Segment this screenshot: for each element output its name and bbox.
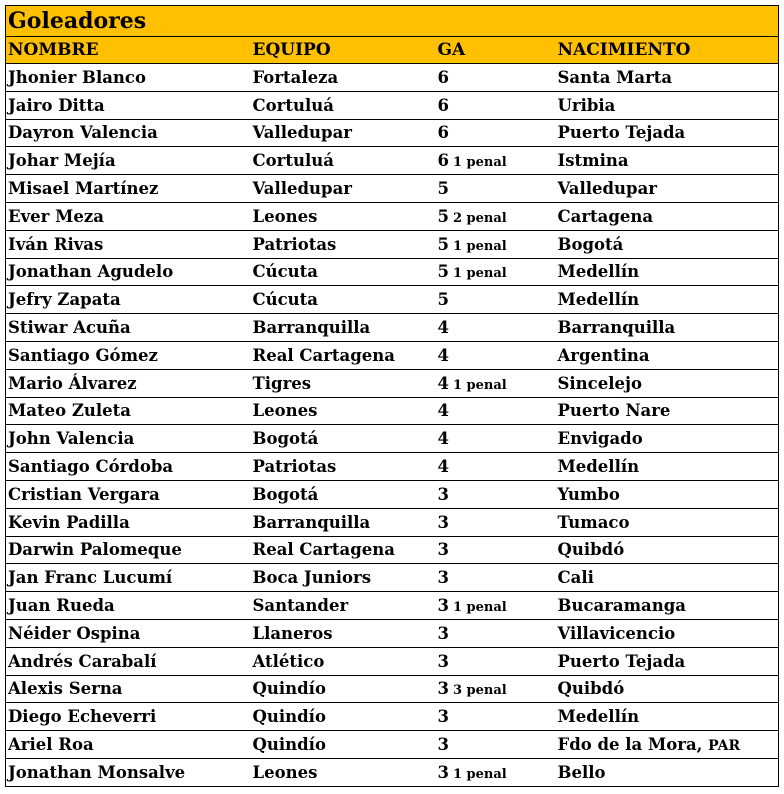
- table-row: [6, 147, 779, 175]
- player-name-cell: Jairo Ditta: [6, 91, 251, 119]
- team-cell: Real Cartagena: [251, 341, 436, 369]
- team-cell: Valledupar: [251, 175, 436, 203]
- table-row: [6, 175, 779, 203]
- title-row: [6, 6, 779, 37]
- goals-cell: [436, 480, 556, 508]
- penalty-note: 1 penal: [452, 155, 507, 171]
- goals-value: 5: [437, 179, 449, 199]
- birthplace-value: Uribia: [557, 95, 616, 115]
- goals-value: 5: [437, 290, 449, 310]
- scorers-table: [5, 5, 779, 787]
- goals-value: 3: [437, 512, 449, 532]
- goals-cell: [436, 314, 556, 342]
- goals-cell: [436, 230, 556, 258]
- table-row: [6, 731, 779, 759]
- goals-cell: [436, 64, 556, 92]
- table-row: [6, 64, 779, 92]
- team-cell: Fortaleza: [251, 64, 436, 92]
- birthplace-value: Bello: [557, 762, 606, 782]
- goals-cell: [436, 202, 556, 230]
- table-row: [6, 592, 779, 620]
- table-row: [6, 258, 779, 286]
- goals-value: 3: [437, 484, 449, 504]
- goals-cell: [436, 369, 556, 397]
- team-cell: Tigres: [251, 369, 436, 397]
- birthplace-cell: [556, 508, 779, 536]
- birthplace-value: Puerto Nare: [557, 401, 671, 421]
- player-name-cell: Jhonier Blanco: [6, 64, 251, 92]
- player-name-cell: Misael Martínez: [6, 175, 251, 203]
- team-cell: Bogotá: [251, 480, 436, 508]
- birthplace-value: Bucaramanga: [557, 596, 686, 616]
- birthplace-cell: [556, 758, 779, 786]
- table-row: [6, 230, 779, 258]
- birthplace-value: Argentina: [557, 345, 650, 365]
- player-name-cell: Iván Rivas: [6, 230, 251, 258]
- birthplace-value: Medellín: [557, 707, 640, 727]
- birthplace-country: PAR: [708, 738, 741, 755]
- team-cell: Santander: [251, 592, 436, 620]
- goals-cell: [436, 91, 556, 119]
- birthplace-value: Cartagena: [557, 206, 654, 226]
- penalty-note: 2 penal: [452, 210, 507, 226]
- birthplace-value: Medellín: [557, 290, 640, 310]
- team-cell: Cúcuta: [251, 258, 436, 286]
- player-name-cell: Ever Meza: [6, 202, 251, 230]
- goals-value: 6: [437, 67, 449, 87]
- header-row: [6, 37, 779, 64]
- goals-cell: [436, 286, 556, 314]
- team-cell: Cortuluá: [251, 91, 436, 119]
- birthplace-cell: [556, 286, 779, 314]
- table-row: [6, 508, 779, 536]
- player-name-cell: Kevin Padilla: [6, 508, 251, 536]
- table-row: [6, 425, 779, 453]
- birthplace-cell: [556, 619, 779, 647]
- birthplace-value: Bogotá: [557, 234, 624, 254]
- goals-value: 3: [437, 540, 449, 560]
- birthplace-value: Villavicencio: [557, 623, 676, 643]
- birthplace-cell: [556, 175, 779, 203]
- goals-cell: [436, 453, 556, 481]
- goals-cell: [436, 675, 556, 703]
- player-name-cell: Jefry Zapata: [6, 286, 251, 314]
- goals-value: 6: [437, 151, 449, 171]
- goals-cell: [436, 703, 556, 731]
- goals-value: 3: [437, 623, 449, 643]
- team-cell: Patriotas: [251, 453, 436, 481]
- table-row: [6, 119, 779, 147]
- birthplace-cell: [556, 480, 779, 508]
- team-cell: Quindío: [251, 731, 436, 759]
- table-row: [6, 202, 779, 230]
- player-name-cell: John Valencia: [6, 425, 251, 453]
- penalty-note: 1 penal: [452, 766, 507, 782]
- column-header-team: EQUIPO: [251, 37, 436, 64]
- penalty-note: 1 penal: [452, 600, 507, 616]
- goals-value: 3: [437, 762, 449, 782]
- goals-cell: [436, 508, 556, 536]
- birthplace-cell: [556, 564, 779, 592]
- birthplace-cell: [556, 703, 779, 731]
- birthplace-cell: [556, 592, 779, 620]
- team-cell: Atlético: [251, 647, 436, 675]
- player-name-cell: Darwin Palomeque: [6, 536, 251, 564]
- goals-value: 3: [437, 568, 449, 588]
- birthplace-value: Tumaco: [557, 512, 630, 532]
- team-cell: Bogotá: [251, 425, 436, 453]
- column-header-birthplace: NACIMIENTO: [556, 37, 779, 64]
- birthplace-value: Istmina: [557, 151, 629, 171]
- goals-value: 4: [437, 345, 449, 365]
- team-cell: Leones: [251, 758, 436, 786]
- column-header-name: NOMBRE: [6, 37, 251, 64]
- team-cell: Llaneros: [251, 619, 436, 647]
- goals-value: 4: [437, 318, 449, 338]
- team-cell: Quindío: [251, 675, 436, 703]
- player-name-cell: Néider Ospina: [6, 619, 251, 647]
- birthplace-cell: [556, 314, 779, 342]
- player-name-cell: Jan Franc Lucumí: [6, 564, 251, 592]
- goals-cell: [436, 425, 556, 453]
- goals-value: 4: [437, 373, 449, 393]
- table-row: [6, 675, 779, 703]
- birthplace-cell: [556, 258, 779, 286]
- birthplace-cell: [556, 147, 779, 175]
- player-name-cell: Mario Álvarez: [6, 369, 251, 397]
- player-name-cell: Cristian Vergara: [6, 480, 251, 508]
- goals-value: 3: [437, 596, 449, 616]
- goals-cell: [436, 119, 556, 147]
- birthplace-cell: [556, 731, 779, 759]
- birthplace-cell: [556, 369, 779, 397]
- table-row: [6, 341, 779, 369]
- table-row: [6, 480, 779, 508]
- team-cell: Valledupar: [251, 119, 436, 147]
- table-row: [6, 619, 779, 647]
- table-row: [6, 536, 779, 564]
- birthplace-value: Valledupar: [557, 179, 657, 199]
- birthplace-value: Fdo de la Mora,: [557, 735, 703, 755]
- birthplace-cell: [556, 425, 779, 453]
- goals-value: 3: [437, 679, 449, 699]
- table-row: [6, 286, 779, 314]
- penalty-note: 1 penal: [452, 266, 507, 282]
- column-header-goals: GA: [436, 37, 556, 64]
- team-cell: Barranquilla: [251, 314, 436, 342]
- team-cell: Quindío: [251, 703, 436, 731]
- table-row: [6, 647, 779, 675]
- birthplace-cell: [556, 119, 779, 147]
- birthplace-value: Puerto Tejada: [557, 651, 686, 671]
- player-name-cell: Stiwar Acuña: [6, 314, 251, 342]
- goals-value: 3: [437, 707, 449, 727]
- player-name-cell: Alexis Serna: [6, 675, 251, 703]
- goals-value: 5: [437, 206, 449, 226]
- goals-cell: [436, 175, 556, 203]
- player-name-cell: Andrés Carabalí: [6, 647, 251, 675]
- team-cell: Real Cartagena: [251, 536, 436, 564]
- table-row: [6, 91, 779, 119]
- birthplace-cell: [556, 202, 779, 230]
- birthplace-value: Medellín: [557, 262, 640, 282]
- goals-cell: [436, 397, 556, 425]
- birthplace-cell: [556, 230, 779, 258]
- birthplace-value: Medellín: [557, 457, 640, 477]
- birthplace-cell: [556, 341, 779, 369]
- table-row: [6, 314, 779, 342]
- player-name-cell: Johar Mejía: [6, 147, 251, 175]
- team-cell: Barranquilla: [251, 508, 436, 536]
- player-name-cell: Santiago Gómez: [6, 341, 251, 369]
- birthplace-cell: [556, 397, 779, 425]
- table-row: [6, 453, 779, 481]
- table-row: [6, 758, 779, 786]
- penalty-note: 1 penal: [452, 238, 507, 254]
- player-name-cell: Jonathan Agudelo: [6, 258, 251, 286]
- birthplace-cell: [556, 453, 779, 481]
- team-cell: Patriotas: [251, 230, 436, 258]
- goals-cell: [436, 258, 556, 286]
- birthplace-value: Santa Marta: [557, 67, 673, 87]
- goals-cell: [436, 147, 556, 175]
- goals-value: 6: [437, 95, 449, 115]
- birthplace-value: Cali: [557, 568, 594, 588]
- goals-value: 6: [437, 123, 449, 143]
- table-row: [6, 397, 779, 425]
- birthplace-cell: [556, 647, 779, 675]
- player-name-cell: Jonathan Monsalve: [6, 758, 251, 786]
- goals-cell: [436, 731, 556, 759]
- birthplace-value: Barranquilla: [557, 318, 676, 338]
- birthplace-cell: [556, 536, 779, 564]
- team-cell: Leones: [251, 397, 436, 425]
- penalty-note: 3 penal: [452, 683, 507, 699]
- goals-cell: [436, 592, 556, 620]
- team-cell: Leones: [251, 202, 436, 230]
- player-name-cell: Ariel Roa: [6, 731, 251, 759]
- birthplace-cell: [556, 64, 779, 92]
- player-name-cell: Juan Rueda: [6, 592, 251, 620]
- goals-cell: [436, 536, 556, 564]
- goals-value: 5: [437, 262, 449, 282]
- team-cell: Boca Juniors: [251, 564, 436, 592]
- goals-cell: [436, 564, 556, 592]
- birthplace-value: Sincelejo: [557, 373, 642, 393]
- goals-value: 4: [437, 401, 449, 421]
- goals-cell: [436, 647, 556, 675]
- scorers-sheet: [5, 5, 778, 787]
- table-title: Goleadores: [6, 6, 779, 37]
- birthplace-value: Puerto Tejada: [557, 123, 686, 143]
- goals-value: 5: [437, 234, 449, 254]
- team-cell: Cúcuta: [251, 286, 436, 314]
- birthplace-value: Yumbo: [557, 484, 620, 504]
- player-name-cell: Diego Echeverri: [6, 703, 251, 731]
- table-row: [6, 703, 779, 731]
- goals-value: 4: [437, 457, 449, 477]
- birthplace-value: Quibdó: [557, 540, 625, 560]
- birthplace-value: Envigado: [557, 429, 643, 449]
- birthplace-value: Quibdó: [557, 679, 625, 699]
- penalty-note: 1 penal: [452, 377, 507, 393]
- table-row: [6, 369, 779, 397]
- goals-value: 3: [437, 735, 449, 755]
- goals-cell: [436, 619, 556, 647]
- goals-value: 4: [437, 429, 449, 449]
- birthplace-cell: [556, 675, 779, 703]
- player-name-cell: Mateo Zuleta: [6, 397, 251, 425]
- goals-value: 3: [437, 651, 449, 671]
- player-name-cell: Santiago Córdoba: [6, 453, 251, 481]
- birthplace-cell: [556, 91, 779, 119]
- goals-cell: [436, 341, 556, 369]
- table-row: [6, 564, 779, 592]
- team-cell: Cortuluá: [251, 147, 436, 175]
- player-name-cell: Dayron Valencia: [6, 119, 251, 147]
- goals-cell: [436, 758, 556, 786]
